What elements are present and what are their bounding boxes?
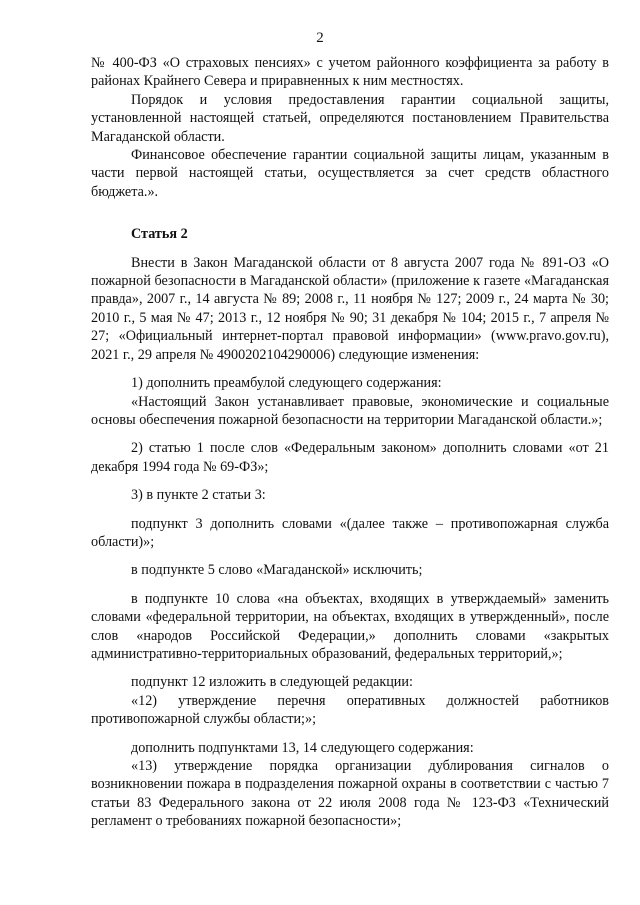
paragraph: «12) утверждение перечня оперативных должностей работников противопожарной службы области;»; [91,692,609,728]
paragraph: Внести в Закон Магаданской области от 8 августа 2007 года № 891-ОЗ «О пожарной безопасности в Магаданской области» (приложение к газете «Магаданская правда», 2007 г., 14 августа № 89; 2008 г., 11 ноября № 127; 2009 г., 24 марта № 30; 2010 г., 5 мая № 47; 2013 г., 12 ноября № 90; 31 декабря № 104; 2015 г., 7 апреля № 27; «Официальный интернет-портал правовой информации» (www.pravo.gov.ru), 2021 г., 29 апреля № 4900202104290006) следующие изменения: [91,254,609,363]
paragraph: подпункт 3 дополнить словами «(далее также – противопожарная служба области)»; [91,515,609,550]
paragraph: Порядок и условия предоставления гарантии социальной защиты, установленной настоящей статьей, определяются постановлением Правительства Магаданской области. [91,91,609,145]
paragraph: в подпункте 5 слово «Магаданской» исключить; [131,562,423,579]
paragraph: подпункт 12 изложить в следующей редакции: [131,674,413,691]
list-item: 1) дополнить преамбулой следующего содержания: [131,375,442,392]
list-item: 2) статью 1 после слов «Федеральным законом» дополнить словами «от 21 декабря 1994 года № 69-ФЗ»; [91,440,609,475]
paragraph: № 400-ФЗ «О страховых пенсиях» с учетом районного коэффициента за работу в районах Крайнего Севера и приравненных к ним местностях. [91,55,609,90]
article-heading: Статья 2 [131,226,188,243]
paragraph: дополнить подпунктами 13, 14 следующего содержания: [131,739,474,756]
paragraph: «Настоящий Закон устанавливает правовые, экономические и социальные основы обеспечения пожарной безопасности на территории Магаданской области.»; [91,393,609,428]
document-body [91,54,609,831]
paragraph: в подпункте 10 слова «на объектах, входящих в утверждаемый» заменить словами «федеральной территории, на объектах, входящих в утвержденный», после слов «народов Российской Федерации,» дополнить словами «закрытых административно-территориальных образований, федеральных территорий,»; [91,590,609,662]
paragraph: Финансовое обеспечение гарантии социальной защиты лицам, указанным в части первой настоящей статьи, осуществляется за счет средств областного бюджета.». [91,147,609,200]
page-number: 2 [316,30,324,46]
paragraph: «13) утверждение порядка организации дублирования сигналов о возникновении пожара в подразделения пожарной охраны в соответствии с частью 7 статьи 83 Федерального закона от 22 июля 2008 года № 123-ФЗ «Технический регламент о требованиях пожарной безопасности»; [91,758,609,830]
list-item: 3) в пункте 2 статьи 3: [131,487,266,504]
